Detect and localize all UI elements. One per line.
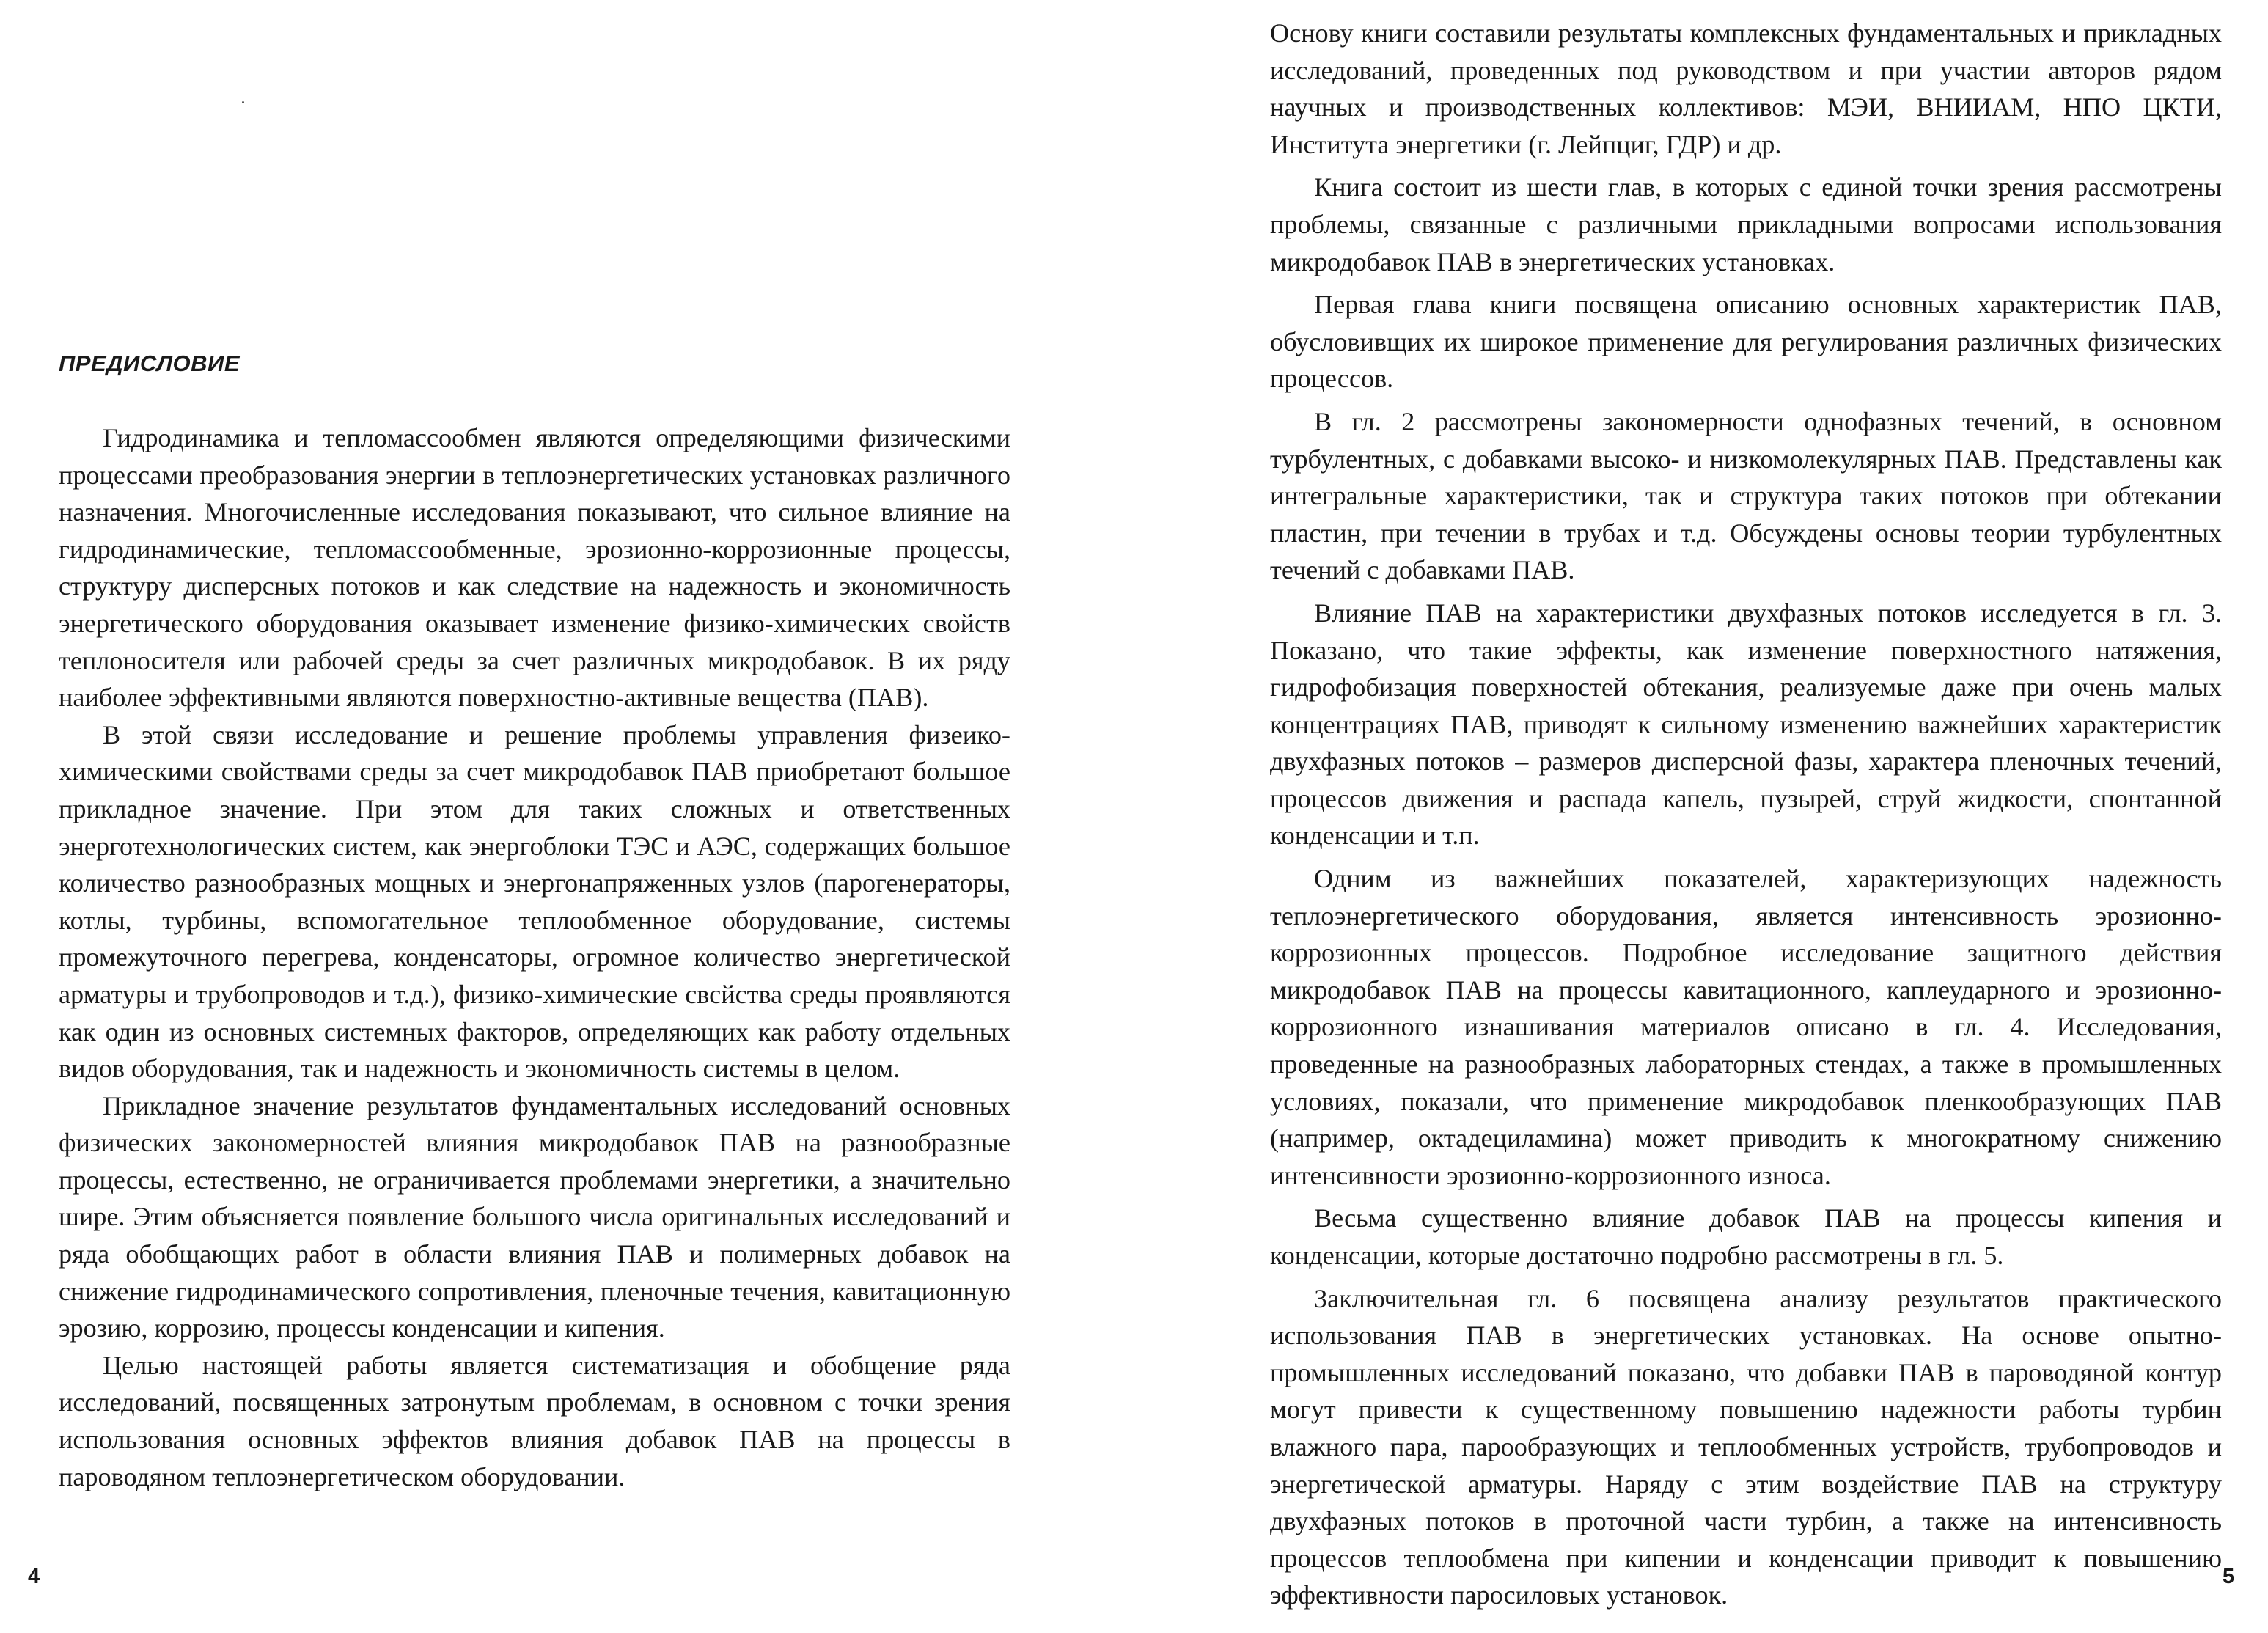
paragraph: Основу книги составили результаты комплексных фундаментальных и прикладных исследований, проведенных под руководством и при участии авторов рядом научных и производственных коллективов: МЭИ, ВНИИАМ, НПО ЦКТИ, Института энергетики (г. Лейпциг, ГДР) и др. — [1270, 18, 2222, 159]
paragraph: Весьма существенно влияние добавок ПАВ на процессы кипения и конденсации, которые достаточно подробно рассмотрены в гл. 5. — [1270, 1203, 2222, 1270]
page-number: 5 — [2223, 1565, 2235, 1588]
scan-speck — [242, 101, 244, 103]
left-page-body — [59, 419, 1010, 1495]
right-page — [1134, 0, 2268, 1633]
paragraph: Заключительная гл. 6 посвящена анализу результатов практического использования ПАВ в энергетических установках. На основе опытно-промышленных исследований показано, что добавки ПАВ в пароводяной контур могут привести к существенному повышению надежности работы турбин влажного пара, парообразующих и теплообменных устройств, трубопроводов и энергетической арматуры. Наряду с этим воздействие ПАВ на структуру двухфаэных потоков в проточной части турбин, а также на интенсивность процессов теплообмена при кипении и конденсации приводит к повышению эффективности паросиловых установок. — [1270, 1283, 2222, 1610]
paragraph: Прикладное значение результатов фундаментальных исследований основных физических закономерностей влияния микродобавок ПАВ на разнообразные процессы, естественно, не ограничивается проблемами энергетики, а значительно шире. Этим объясняется появление большого числа оригинальных исследований и ряда обобщающих работ в области влияния ПАВ и полимерных добавок на снижение гидродинамического сопротивления, пленочные течения, кавитационную эрозию, коррозию, процессы конденсации и кипения. — [59, 1090, 1010, 1343]
paragraph: В гл. 2 рассмотрены закономерности однофазных течений, в основном турбулентных, с добавками высоко- и низкомолекулярных ПАВ. Представлены как интегральные характеристики, так и структура таких потоков при обтекании пластин, при течении в трубах и т.д. Обсуждены основы теории турбулентных течений с добавками ПАВ. — [1270, 406, 2222, 585]
paragraph: В этой связи исследование и решение проблемы управления физеико-химическими свойствами среды за счет микродобавок ПАВ приобретают большое прикладное значение. При этом для таких сложных и ответственных энерготехнологических систем, как энергоблоки ТЭС и АЭС, содержащих большое количество разнообразных мощных и энергонапряженных узлов (парогенераторы, котлы, турбины, вспомогательное теплообменное оборудование, системы промежуточного перегрева, конденсаторы, огромное количество энергетической арматуры и трубопроводов и т.д.), физико-химические свсйства среды проявляются как один из основных системных факторов, определяющих как работу отдельных видов оборудования, так и надежность и экономичность системы в целом. — [59, 719, 1010, 1084]
paragraph: Первая глава книги посвящена описанию основных характеристик ПАВ, обусловивщих их широкое применение для регулирования различных физических процессов. — [1270, 290, 2222, 394]
preface-heading: ПРЕДИСЛОВИЕ — [59, 351, 240, 376]
paragraph: Гидродинамика и тепломассообмен являются определяющими физическими процессами преобразования энергии в теплоэнергетических установках различного назначения. Многочисленные исследования показывают, что сильное влияние на гидродинамические, тепломассообменные, эрозионно-коррозионные процессы, структуру дисперсных потоков и как следствие на надежность и экономичность энергетического оборудования оказывает изменение физико-химических свойств теплоносителя или рабочей среды за счет различных микродобавок. В их ряду наиболее эффективными являются поверхностно-активные вещества (ПАВ). — [59, 423, 1010, 713]
paragraph: Влияние ПАВ на характеристики двухфазных потоков исследуется в гл. 3. Показано, что такие эффекты, как изменение поверхностного натяжения, гидрофобизация поверхностей обтекания, реализуемые даже при очень малых концентрациях ПАВ, приводят к сильному изменению важнейших характеристик двухфазных потоков – размеров дисперсной фазы, характера пленочных течений, процессов движения и распада капель, пузырей, струй жидкости, спонтанной конденсации и т.п. — [1270, 598, 2222, 851]
right-page-body — [1270, 15, 2222, 1614]
page-number: 4 — [28, 1565, 40, 1588]
paragraph: Целью настоящей работы является систематизация и обобщение ряда исследований, посвященных затронутым проблемам, в основном с точки зрения использования основных эффектов влияния добавок ПАВ на процессы в пароводяном теплоэнергетическом оборудовании. — [59, 1350, 1010, 1491]
paragraph: Книга состоит из шести глав, в которых с единой точки зрения рассмотрены проблемы, связанные с различными прикладными вопросами использования микродобавок ПАВ в энергетических установках. — [1270, 172, 2222, 276]
paragraph: Одним из важнейших показателей, характеризующих надежность теплоэнергетического оборудования, является интенсивность эрозионно-коррозионных процессов. Подробное исследование защитного действия микродобавок ПАВ на процессы кавитационного, каплеударного и эрозионно-коррозионного изнашивания материалов описано в гл. 4. Исследования, проведенные на разнообразных лабораторных стендах, а также в промышленных условиях, показали, что применение микродобавок пленкообразующих ПАВ (например, октадециламина) может приводить к многократному снижению интенсивности эрозионно-коррозионного износа. — [1270, 864, 2222, 1190]
